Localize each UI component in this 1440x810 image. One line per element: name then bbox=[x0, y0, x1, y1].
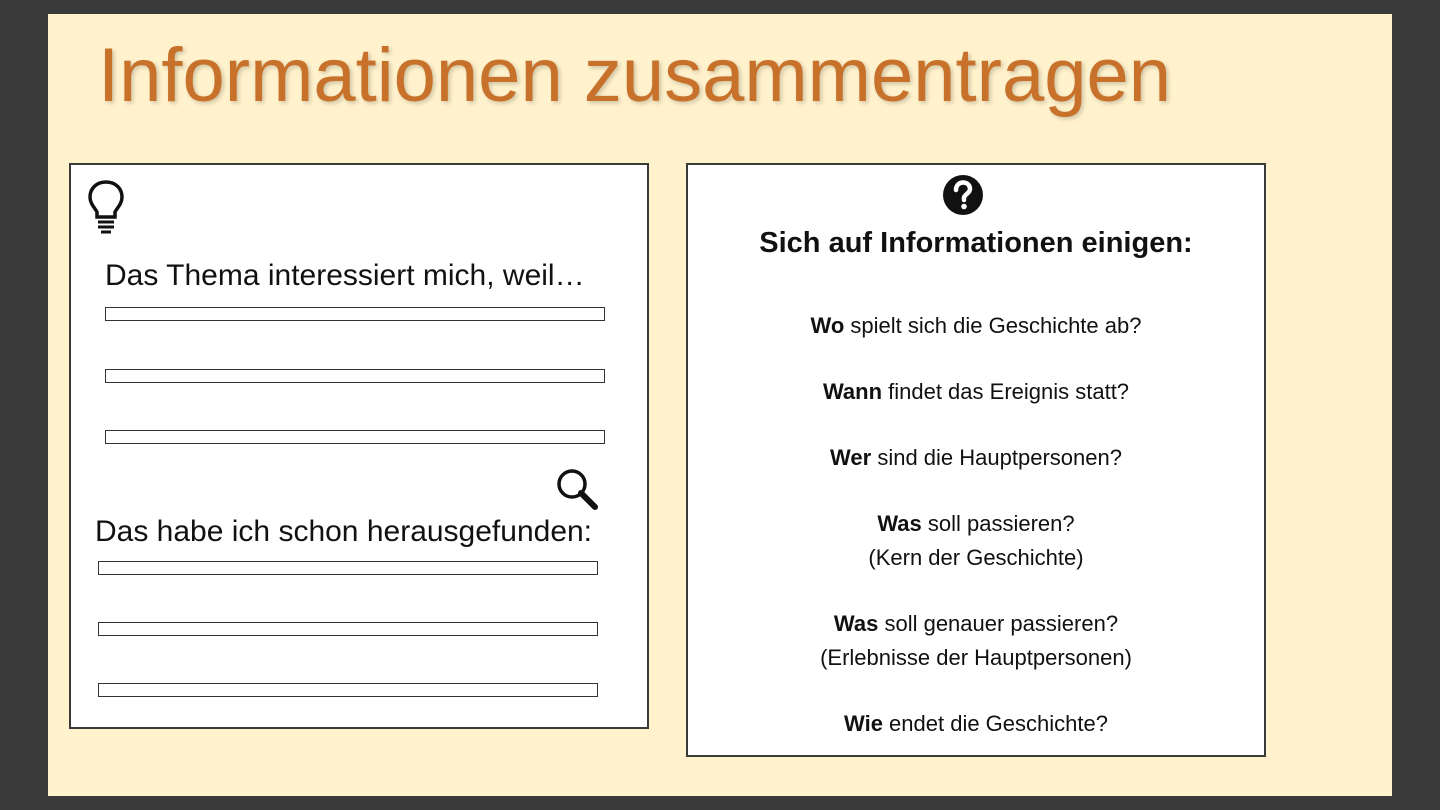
findings-prompt: Das habe ich schon herausgefunden: bbox=[95, 515, 593, 548]
right-panel-heading: Sich auf Informationen einigen: bbox=[759, 227, 1193, 259]
left-panel bbox=[69, 163, 649, 729]
question-note: (Kern der Geschichte) bbox=[868, 545, 1084, 570]
question-item: Wo spielt sich die Geschichte ab? bbox=[810, 313, 1142, 338]
question-item: Wann findet das Ereignis statt? bbox=[822, 379, 1130, 404]
write-line[interactable] bbox=[98, 622, 598, 636]
slide bbox=[48, 14, 1392, 796]
question-item: Wie endet die Geschichte? bbox=[844, 711, 1108, 736]
question-item: Was soll passieren? (Kern der Geschichte) bbox=[868, 511, 1084, 570]
slide-title: Informationen zusammentragen bbox=[98, 33, 1172, 118]
question-item: Was soll genauer passieren? (Erlebnisse der Hauptpersonen) bbox=[820, 611, 1132, 670]
interest-prompt: Das Thema interessiert mich, weil… bbox=[105, 259, 585, 292]
magnifier-icon bbox=[555, 467, 599, 511]
question-list bbox=[688, 165, 1264, 755]
write-line[interactable] bbox=[105, 369, 605, 383]
write-line[interactable] bbox=[105, 307, 605, 321]
write-line[interactable] bbox=[98, 561, 598, 575]
right-panel bbox=[686, 163, 1266, 757]
write-line[interactable] bbox=[98, 683, 598, 697]
write-line[interactable] bbox=[105, 430, 605, 444]
question-note: (Erlebnisse der Hauptpersonen) bbox=[820, 645, 1132, 670]
lightbulb-icon bbox=[87, 179, 125, 237]
question-item: Wer sind die Hauptpersonen? bbox=[830, 445, 1122, 470]
